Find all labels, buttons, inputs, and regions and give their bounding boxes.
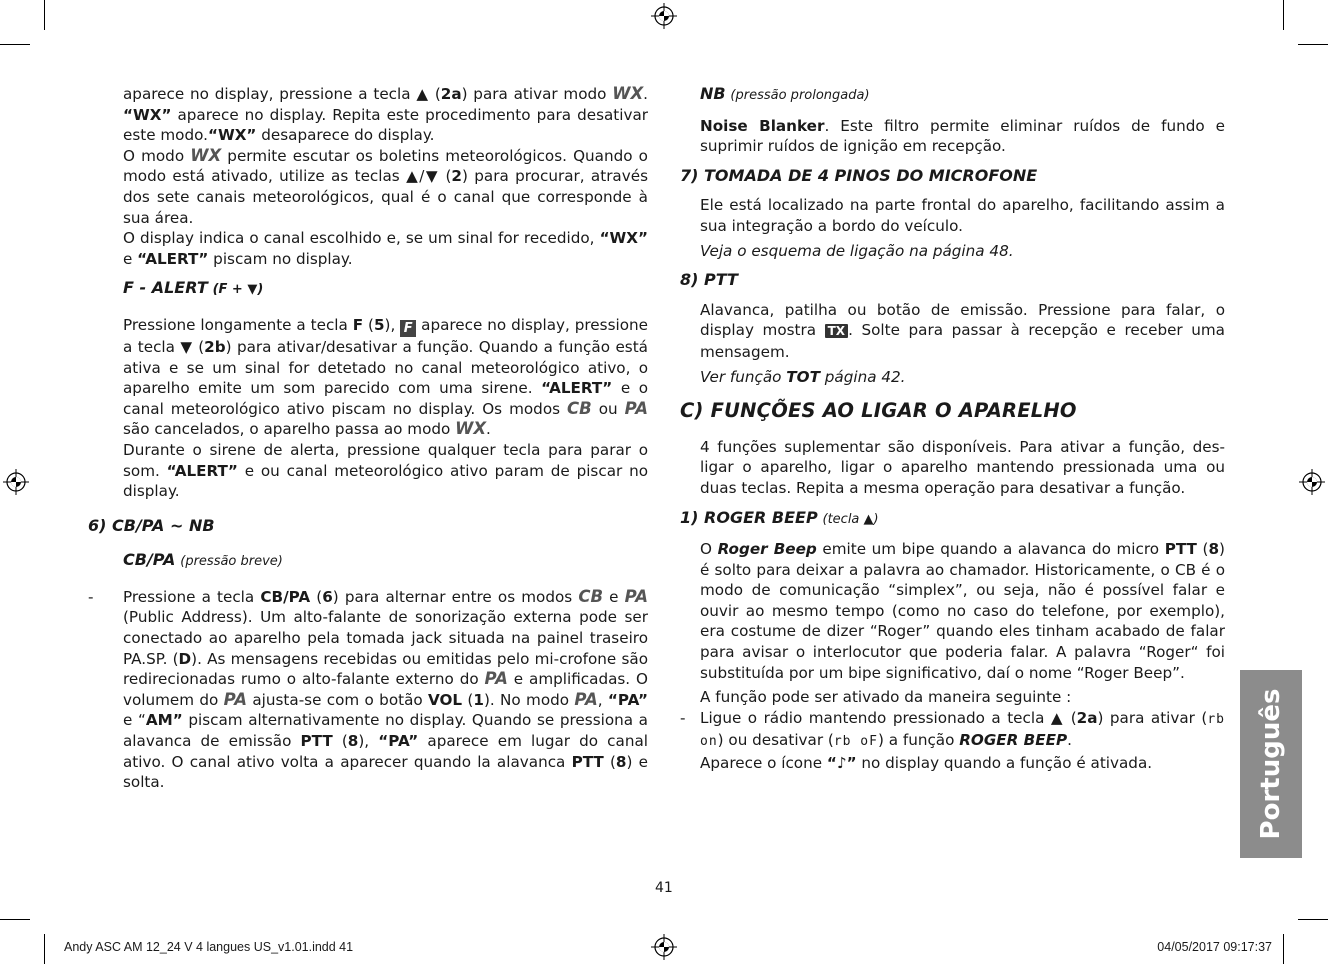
crop-mark bbox=[1298, 919, 1328, 920]
tx-display-icon: TX bbox=[825, 324, 848, 338]
heading-roger-beep: 1) ROGER BEEP (tecla ▲) bbox=[680, 507, 879, 527]
crop-mark bbox=[44, 934, 45, 964]
crop-mark bbox=[1283, 934, 1284, 964]
f-display-icon: F bbox=[400, 320, 416, 337]
paragraph-wx-activate: aparece no display, pressione a tecla ▲ (2a) para ativar modo WX. “WX” aparece no display. Repita este procedimento para desativar este modo.“WX” desaparece do display. bbox=[123, 84, 648, 145]
heading-microphone-socket: 7) TOMADA DE 4 PINOS DO MICROFONE bbox=[680, 165, 1038, 185]
paragraph-ptt: Alavanca, patilha ou botão de emissão. Pressione para falar, o display mostra TX . Solte para passar à recepção e receber uma mensagem. bbox=[700, 300, 1225, 361]
language-tab-label: Português bbox=[1256, 688, 1286, 840]
crop-mark bbox=[1298, 44, 1328, 45]
crop-mark bbox=[1283, 0, 1284, 30]
registration-mark-icon bbox=[3, 469, 29, 495]
footer-file-name: Andy ASC AM 12_24 V 4 langues US_v1.01.indd 41 bbox=[64, 940, 354, 954]
registration-mark-icon bbox=[1299, 469, 1325, 495]
crop-mark bbox=[44, 0, 45, 30]
paragraph-roger-beep-icon: Aparece o ícone “♪” no display quando a função é ativada. bbox=[700, 754, 1153, 773]
note-icon: “♪” bbox=[826, 754, 857, 773]
registration-mark-icon bbox=[651, 934, 677, 960]
language-tab bbox=[1240, 670, 1302, 858]
down-triangle-icon: ▼ bbox=[180, 337, 193, 356]
heading-cb-pa-nb: 6) CB/PA ~ NB bbox=[88, 515, 215, 535]
subheading-nb: NB (pressão prolongada) bbox=[700, 84, 870, 103]
paragraph-startup-functions: 4 funções suplementar são disponíveis. Para ativar a função, des-ligar o aparelho, ligar o aparelho mantendo pressionada uma ou duas teclas. Repita a mesma operação para desativar a função. bbox=[700, 437, 1225, 497]
paragraph-alert-stop: Durante o sirene de alerta, pressione qualquer tecla para parar o som. “ALERT” e ou canal meteorológico ativo param de piscar no display. bbox=[123, 440, 648, 501]
subheading-cb-pa: CB/PA (pressão breve) bbox=[123, 550, 283, 570]
paragraph-wx-display: O display indica o canal escolhido e, se um sinal for recedido, “WX” e “ALERT” piscam no display. bbox=[123, 229, 648, 268]
paragraph-f-alert: Pressione longamente a tecla F (5), F aparece no display, pressione a tecla ▼ (2b) para ativar/desativar a função. Quando a função está ativa e se um sinal for detetado no canal meteorológico ativo, o aparelho emite um som parecido com uma sirene. “ALERT” e o canal meteorológico ativo piscam no display. Os modos CB ou PA são cancelados, o aparelho passa ao modo WX. bbox=[123, 315, 648, 439]
paragraph-roger-beep-activate: - Ligue o rádio mantendo pressionado a tecla ▲ (2a) para ativar (rb on) ou desativar (rb oF) a função ROGER BEEP. bbox=[680, 708, 1225, 750]
paragraph-roger-beep: O Roger Beep emite um bipe quando a alavanca do micro PTT (8) é solto para deixar a palavra ao chamador. Historicamente, o CB é o modo de comunicação “simplex”, ou seja, não é possível falar e ouvir ao mesmo tempo (como no caso do telefone, por exemplo), era costume de dizer “Roger” quando eles tinham acabado de falar para avisar o interlocutor que poderia falar. A palavra “Roger“ foi substituída por um bipe significativo, daí o nome “Roger Beep”. bbox=[700, 540, 1225, 682]
registration-mark-icon bbox=[651, 3, 677, 29]
right-column bbox=[680, 84, 1225, 774]
up-triangle-icon: ▲ bbox=[1050, 708, 1065, 727]
up-triangle-icon: ▲ bbox=[416, 85, 430, 103]
paragraph-socket-diagram-ref: Veja o esquema de ligação na página 48. bbox=[700, 241, 1014, 260]
heading-f-alert: F - ALERT (F + ▼) bbox=[123, 278, 264, 298]
paragraph-tot-ref: Ver função TOT página 42. bbox=[700, 367, 906, 386]
left-column bbox=[88, 84, 648, 793]
paragraph-cb-pa: - Pressione a tecla CB/PA (6) para alternar entre os modos CB e PA (Public Address). Um alto-falante de sonorização externa pode ser conectado ao aparelho pela tomada jack situada na painel traseiro PA.SP. (D). As mensagens recebidas ou emitidas pelo mi-crofone são redirecionadas rumo o alto-falante externo do PA e amplificadas. O volumem do PA ajusta-se com o botão VOL (1). No modo PA, “PA” e “AM” piscam alternativamente no display. Quando se pressiona a alavanca de emissão PTT (8), “PA” aparece em lugar do canal ativo. O canal ativo volta a aparecer quando la alavanca PTT (8) e solta. bbox=[88, 586, 649, 792]
paragraph-roger-beep-method: A função pode ser ativado da maneira seguinte : bbox=[700, 688, 1072, 707]
heading-startup-functions: C) FUNÇÕES AO LIGAR O APARELHO bbox=[680, 399, 1077, 423]
down-triangle-icon: ▼ bbox=[424, 167, 440, 186]
crop-mark bbox=[0, 919, 30, 920]
paragraph-noise-blanker: Noise Blanker. Este filtro permite eliminar ruídos de fundo e suprimir ruídos de ignição em recepção. bbox=[700, 116, 1225, 156]
heading-ptt: 8) PTT bbox=[680, 270, 738, 290]
paragraph-socket-location: Ele está localizado na parte frontal do aparelho, facilitando assim a sua integração a bordo do veículo. bbox=[700, 196, 1225, 235]
page-number: 41 bbox=[655, 880, 673, 896]
paragraph-wx-mode: O modo WX permite escutar os boletins meteorológicos. Quando o modo está ativado, utilize as teclas ▲/▼ (2) para procurar, através dos sete canais meteorológicos, qual é o canal que corresponde à sua área. bbox=[123, 145, 648, 227]
up-triangle-icon: ▲ bbox=[406, 167, 420, 186]
crop-mark bbox=[0, 44, 30, 45]
footer-timestamp: 04/05/2017 09:17:37 bbox=[1157, 940, 1272, 954]
